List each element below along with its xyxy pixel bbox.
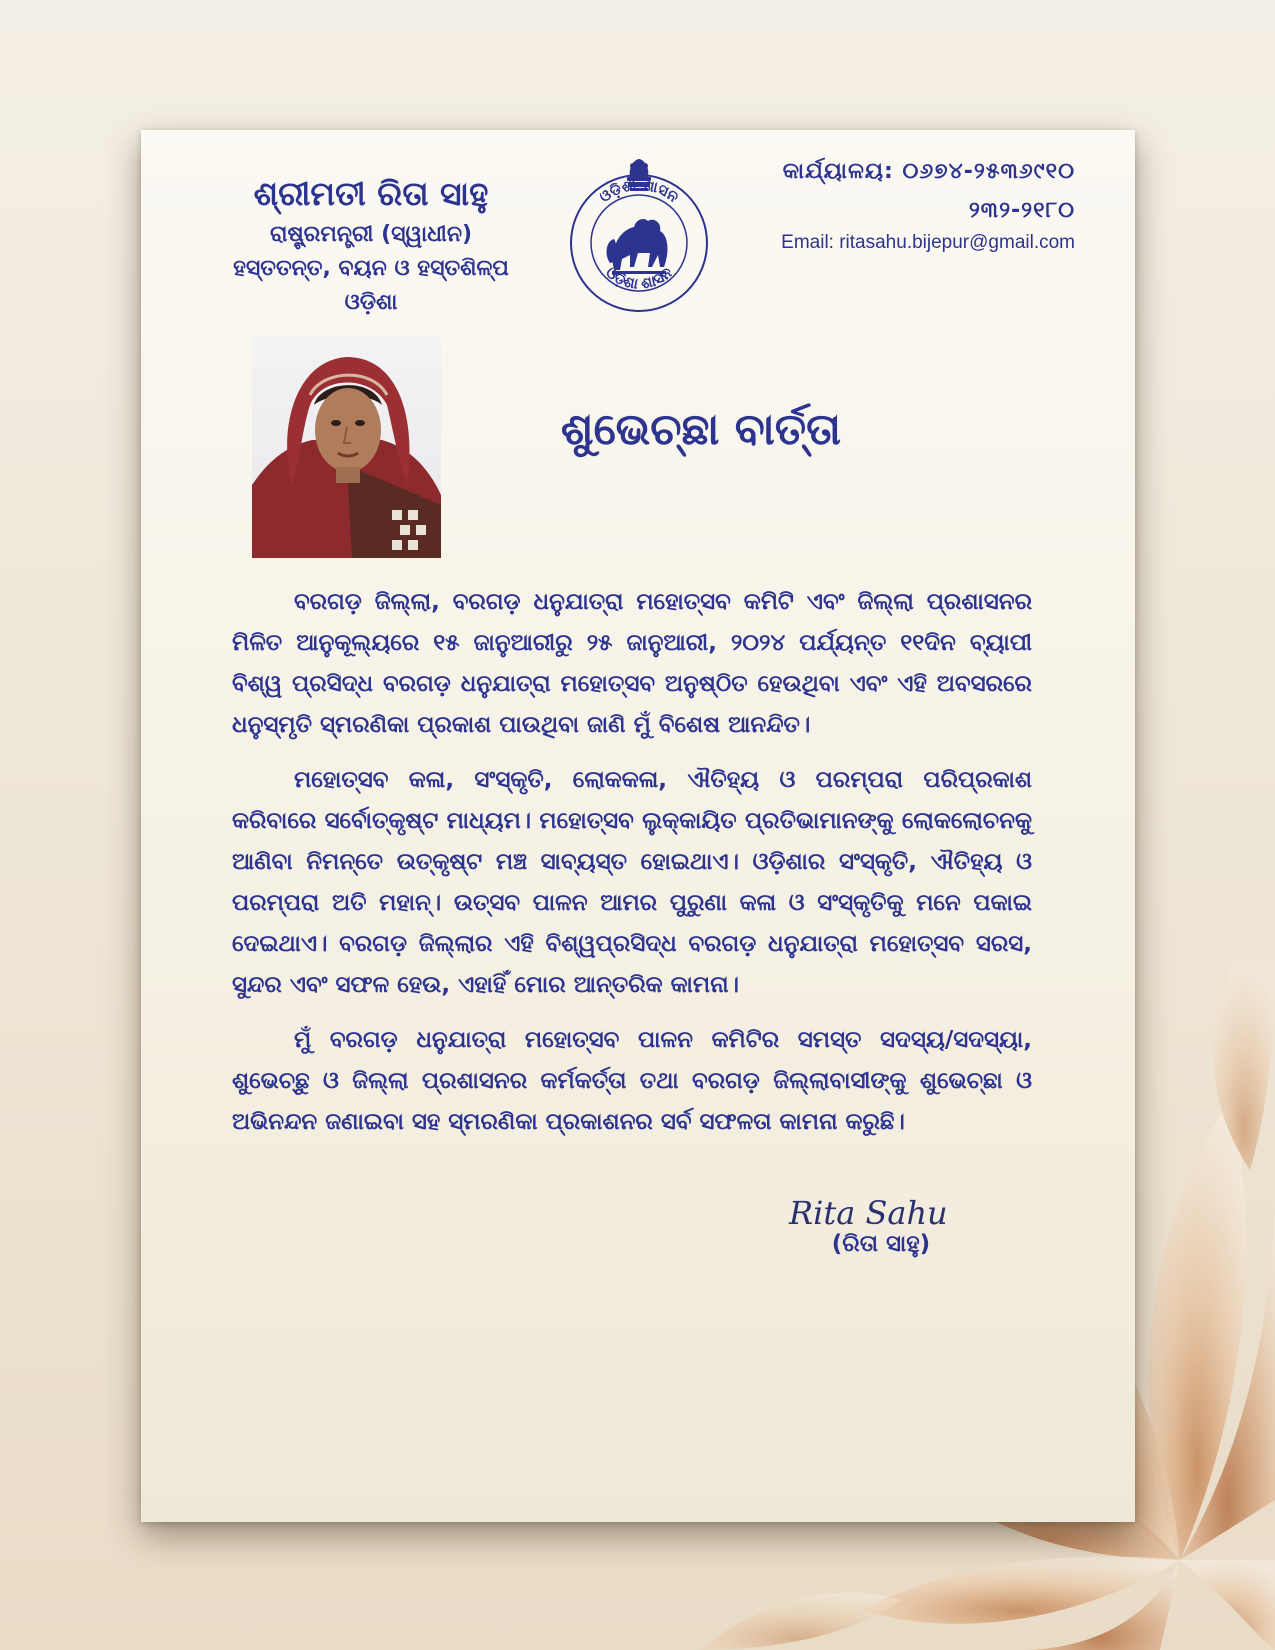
- sender-department: ହସ୍ତତନ୍ତ, ବୟନ ଓ ହସ୍ତଶିଳ୍ପ: [233, 256, 509, 281]
- emblem-top-text: ଓଡ଼ିଶା ଶାସନ: [595, 175, 683, 207]
- svg-text:ଓଡ଼ିଶା ଶାସନ: [596, 176, 683, 207]
- sender-designation: ରାଷ୍ଟ୍ରମନ୍ତ୍ରୀ (ସ୍ୱାଧୀନ): [269, 222, 473, 247]
- message-paragraph-3: ମୁଁ ବରଗଡ଼ ଧନୁଯାତ୍ରା ମହୋତ୍ସବ ପାଳନ କମିଟିର ସମସ୍ତ ସଦସ୍ୟ/ସଦସ୍ୟା, ଶୁଭେଚ୍ଛୁ ଓ ଜିଲ୍ଲା ପ୍ରଶାସନର କର୍ମକର୍ତ୍ତା ତଥା ବରଗଡ଼ ଜିଲ୍ଲାବାସୀଙ୍କୁ ଶୁଭେଚ୍ଛା ଓ ଅଭିନନ୍ଦନ ଜଣାଇବା ସହ ସ୍ମରଣିକା ପ୍ରକାଶନର ସର୍ବ ସଫଳତା କାମନା କରୁଛି।: [232, 1027, 1032, 1135]
- office-phone: କାର୍ଯ୍ୟାଳୟ: ୦୬୭୪-୨୫୩୬୯୧୦: [782, 159, 1075, 184]
- sender-block: [201, 170, 541, 320]
- message-body: [232, 582, 1032, 1157]
- signatory-name: (ରିତା ସାହୁ): [831, 1231, 931, 1257]
- office-phone-ext: ୨୩୨-୨୧୮୦: [968, 198, 1075, 223]
- portrait-photo: [252, 335, 441, 558]
- letterhead-page: [141, 130, 1135, 1522]
- signature-block: [781, 1190, 981, 1260]
- emblem-bottom-text: ଓଡ଼ିଶା ଶାସନ: [602, 263, 676, 293]
- portrait-icon: [252, 335, 441, 558]
- svg-text:ଓଡ଼ିଶା ଶାସନ: [602, 263, 676, 293]
- page-title: ଶୁଭେଚ୍ଛା ବାର୍ତ୍ତା: [560, 404, 842, 455]
- message-paragraph-1: ବରଗଡ଼ ଜିଲ୍ଲା, ବରଗଡ଼ ଧନୁଯାତ୍ରା ମହୋତ୍ସବ କମିଟି ଏବଂ ଜିଲ୍ଲା ପ୍ରଶାସନର ମିଳିତ ଆନୁକୂଲ୍ୟରେ ୧୫ ଜାନୁଆରୀରୁ ୨୫ ଜାନୁଆରୀ, ୨୦୨୪ ପର୍ଯ୍ୟନ୍ତ ୧୧ଦିନ ବ୍ୟାପୀ ବିଶ୍ୱ ପ୍ରସିଦ୍ଧ ବରଗଡ଼ ଧନୁଯାତ୍ରା ମହୋତ୍ସବ ଅନୁଷ୍ଠିତ ହେଉଥିବା ଏବଂ ଏହି ଅବସରରେ ଧନୁସ୍ମୃତି ସ୍ମରଣିକା ପ୍ରକାଶ ପାଉଥିବା ଜାଣି ମୁଁ ବିଶେଷ ଆନନ୍ଦିତ।: [232, 589, 1032, 738]
- odisha-government-emblem-icon: [564, 155, 714, 315]
- sender-name: ଶ୍ରୀମତୀ ରିତା ସାହୁ: [253, 174, 489, 213]
- sender-state: ଓଡ଼ିଶା: [344, 290, 398, 315]
- contact-block: [781, 152, 1075, 256]
- signature-text: Rita Sahu: [789, 1194, 948, 1232]
- message-paragraph-2: ମହୋତ୍ସବ କଳା, ସଂସ୍କୃତି, ଲୋକକଳା, ଐତିହ୍ୟ ଓ ପରମ୍ପରା ପରିପ୍ରକାଶ କରିବାରେ ସର୍ବୋତ୍କୃଷ୍ଟ ମାଧ୍ୟମ। ମହୋତ୍ସବ ଲୁକ୍କାୟିତ ପ୍ରତିଭାମାନଙ୍କୁ ଲୋକଲୋଚନକୁ ଆଣିବା ନିମନ୍ତେ ଉତ୍କୃଷ୍ଟ ମଞ୍ଚ ସାବ୍ୟସ୍ତ ହୋଇଥାଏ। ଓଡ଼ିଶାର ସଂସ୍କୃତି, ଐତିହ୍ୟ ଓ ପରମ୍ପରା ଅତି ମହାନ୍। ଉତ୍ସବ ପାଳନ ଆମର ପୁରୁଣା କଳା ଓ ସଂସ୍କୃତିକୁ ମନେ ପକାଇ ଦେଇଥାଏ। ବରଗଡ଼ ଜିଲ୍ଲାର ଏହି ବିଶ୍ୱପ୍ରସିଦ୍ଧ ବରଗଡ଼ ଧନୁଯାତ୍ରା ମହୋତ୍ସବ ସରସ, ସୁନ୍ଦର ଏବଂ ସଫଳ ହେଉ, ଏହାହିଁ ମୋର ଆନ୍ତରିକ କାମନା।: [232, 767, 1032, 998]
- email-address: Email: ritasahu.bijepur@gmail.com: [781, 232, 1075, 253]
